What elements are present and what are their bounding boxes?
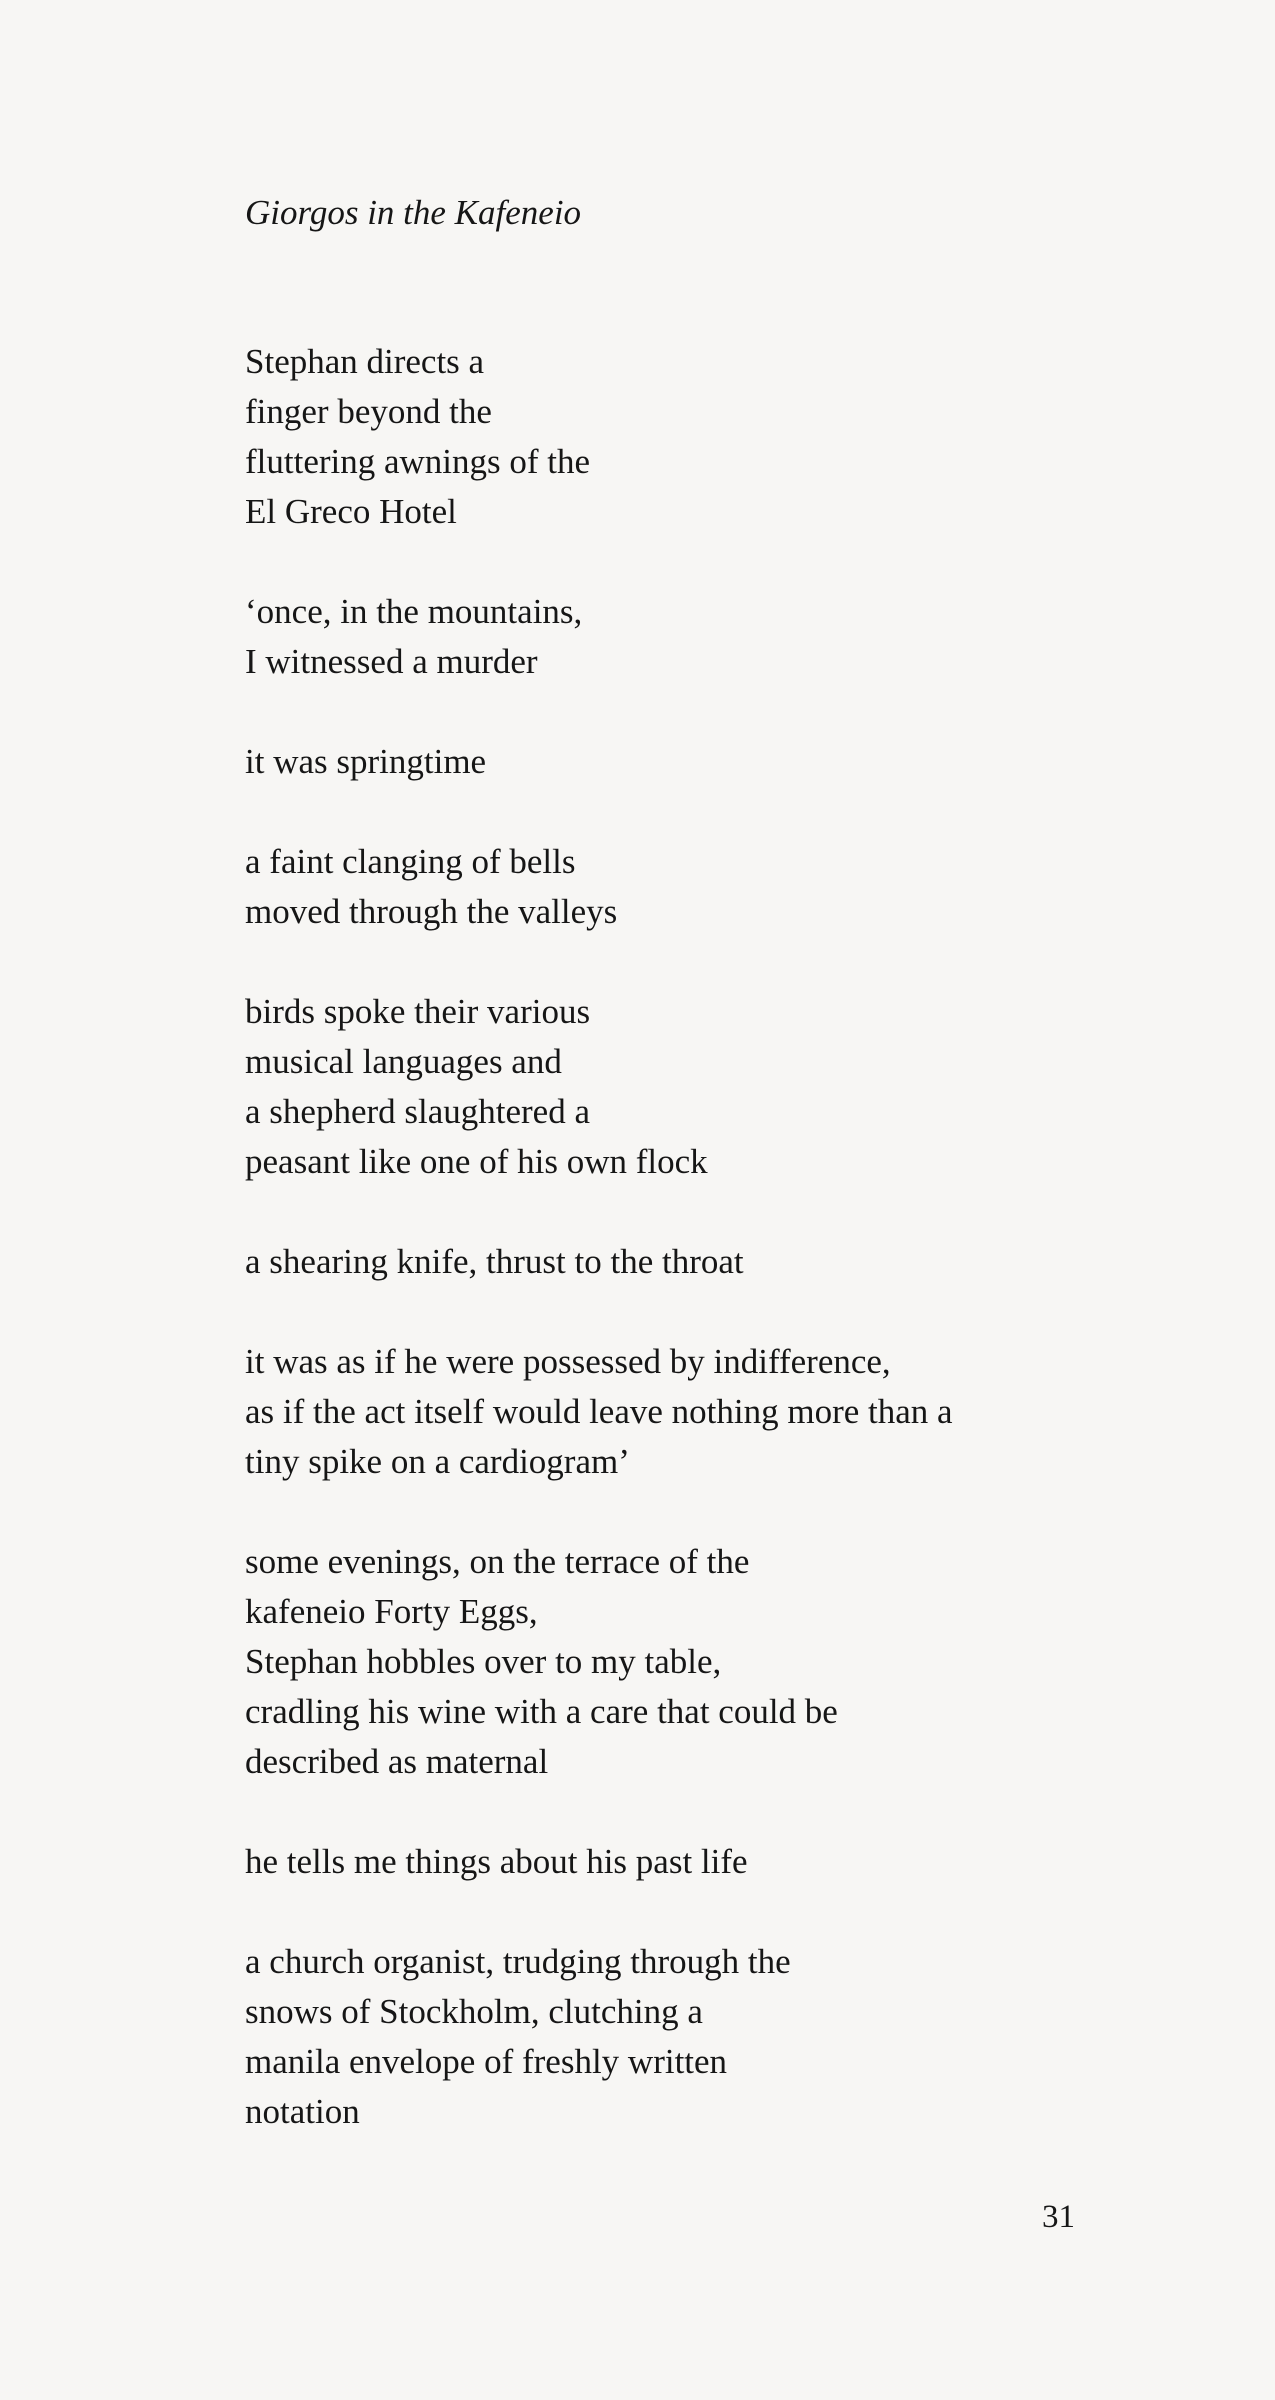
- poem-line: Stephan hobbles over to my table,: [245, 1642, 722, 1681]
- poem-line: tiny spike on a cardiogram’: [245, 1442, 630, 1481]
- poem-line: fluttering awnings of the: [245, 442, 591, 481]
- poem-line: snows of Stockholm, clutching a: [245, 1992, 703, 2031]
- poem-line: moved through the valleys: [245, 892, 618, 931]
- poem-line: he tells me things about his past life: [245, 1842, 748, 1881]
- poem-line: a shepherd slaughtered a: [245, 1092, 590, 1131]
- stanza: [245, 737, 1105, 787]
- poem-line: kafeneio Forty Eggs,: [245, 1592, 538, 1631]
- poem-line: notation: [245, 2092, 360, 2131]
- stanza: [245, 1237, 1105, 1287]
- poem-line: I witnessed a murder: [245, 642, 538, 681]
- poem-line: some evenings, on the terrace of the: [245, 1542, 750, 1581]
- poem-line: finger beyond the: [245, 392, 492, 431]
- poem-line: birds spoke their various: [245, 992, 591, 1031]
- poem-line: El Greco Hotel: [245, 492, 457, 531]
- poem-line: a faint clanging of bells: [245, 842, 576, 881]
- page-number: 31: [1042, 2199, 1075, 2235]
- poem-line: a shearing knife, thrust to the throat: [245, 1242, 744, 1281]
- stanza: [245, 987, 1105, 1187]
- stanza: [245, 1337, 1105, 1487]
- poem-body: [245, 337, 1105, 2187]
- poem-line: manila envelope of freshly written: [245, 2042, 728, 2081]
- poem-line: as if the act itself would leave nothing more than a: [245, 1392, 953, 1431]
- stanza: [245, 1837, 1105, 1887]
- stanza: [245, 837, 1105, 937]
- stanza: [245, 1937, 1105, 2137]
- stanza: [245, 587, 1105, 687]
- stanza: [245, 1537, 1105, 1787]
- poem-line: it was as if he were possessed by indifference,: [245, 1342, 891, 1381]
- poem-line: cradling his wine with a care that could be: [245, 1692, 838, 1731]
- poem-line: Stephan directs a: [245, 342, 485, 381]
- poem-line: peasant like one of his own flock: [245, 1142, 708, 1181]
- poem-line: it was springtime: [245, 742, 487, 781]
- poem-title: Giorgos in the Kafeneio: [245, 193, 582, 232]
- poem-line: ‘once, in the mountains,: [245, 592, 583, 631]
- stanza: [245, 337, 1105, 537]
- poem-line: a church organist, trudging through the: [245, 1942, 791, 1981]
- poem-line: musical languages and: [245, 1042, 562, 1081]
- poem-line: described as maternal: [245, 1742, 549, 1781]
